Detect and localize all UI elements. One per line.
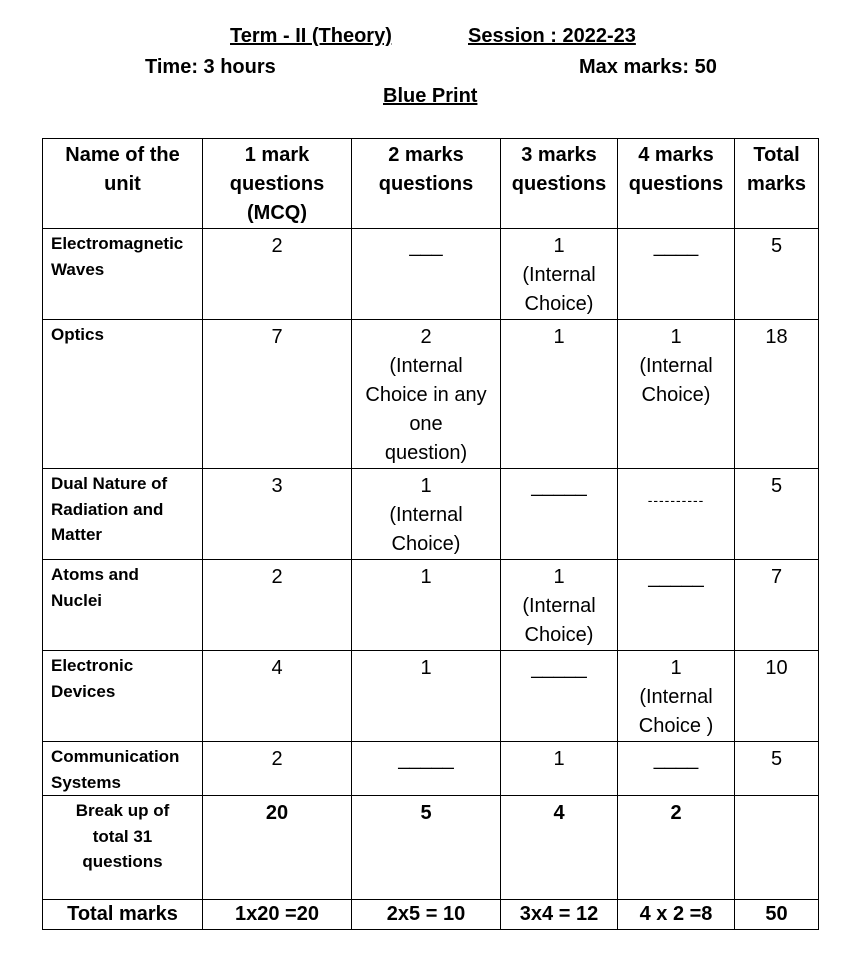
cell-line: (Internal: [522, 595, 596, 617]
unit-name-cell: [43, 320, 203, 469]
header-two-line: 2 marks: [388, 144, 464, 166]
total-marks-cell: [735, 742, 819, 796]
one-mark-cell: [203, 651, 352, 742]
unit-name-line: Waves: [51, 259, 105, 279]
cell-line: Choice): [641, 384, 711, 406]
cell-line: 1: [670, 326, 682, 348]
header-total-line: marks: [747, 173, 806, 195]
cell-value: 2: [271, 748, 283, 770]
cell-value: 5: [420, 802, 432, 824]
session-heading: Session : 2022-23: [468, 25, 636, 47]
cell-line: one: [409, 413, 443, 435]
header-one-line: (MCQ): [247, 202, 307, 224]
breakup-two-cell: [352, 796, 501, 900]
totals-label-cell: [43, 900, 203, 930]
cell-value: 2: [271, 235, 283, 257]
cell-line: Choice in any: [365, 384, 487, 406]
cell-line: (Internal: [639, 355, 713, 377]
four-marks-cell: [618, 742, 735, 796]
cell-value: ___: [409, 235, 443, 257]
unit-name-cell: [43, 469, 203, 560]
table-row: [43, 560, 819, 651]
three-marks-cell: [501, 651, 618, 742]
unit-name-line: Atoms and: [51, 565, 139, 584]
cell-value: 5: [770, 475, 783, 497]
total-marks-cell: [735, 320, 819, 469]
cell-value: ____: [653, 748, 699, 770]
two-marks-cell: [352, 469, 501, 560]
table-row: [43, 469, 819, 560]
header-total-marks: [735, 139, 819, 229]
cell-value: ----------: [647, 492, 705, 508]
cell-line: (Internal: [389, 355, 463, 377]
four-marks-cell: [618, 560, 735, 651]
three-marks-cell: [501, 469, 618, 560]
total-marks-cell: [735, 469, 819, 560]
cell-line: 1: [420, 657, 432, 679]
breakup-label-line: Break up of: [75, 801, 170, 820]
cell-value: _____: [531, 657, 587, 679]
breakup-label-cell: [43, 796, 203, 900]
cell-value: 7: [271, 326, 283, 348]
header-total-line: Total: [753, 144, 800, 166]
breakup-row: [43, 796, 819, 900]
totals-row: [43, 900, 819, 930]
table-row: [43, 320, 819, 469]
cell-line: Choice): [524, 293, 594, 315]
cell-value: 4: [271, 657, 283, 679]
cell-line: 1: [420, 475, 432, 497]
cell-line: question): [384, 442, 468, 464]
totals-four-cell: [618, 900, 735, 930]
cell-value: 50: [765, 903, 788, 925]
unit-name-cell: [43, 742, 203, 796]
three-marks-cell: [501, 742, 618, 796]
max-marks-label: Max marks: 50: [579, 56, 717, 78]
header-one-line: 1 mark: [244, 144, 310, 166]
one-mark-cell: [203, 320, 352, 469]
header-two-marks: [352, 139, 501, 229]
table-row: [43, 229, 819, 320]
header-row: [43, 139, 819, 229]
header-unit-line: unit: [104, 173, 141, 195]
one-mark-cell: [203, 469, 352, 560]
breakup-four-cell: [618, 796, 735, 900]
cell-value: ____: [653, 235, 699, 257]
cell-value: 2: [670, 802, 682, 824]
term-heading: Term - II (Theory): [230, 25, 392, 47]
cell-line: 1: [420, 566, 432, 588]
cell-value: _____: [531, 475, 587, 497]
cell-value: 2: [271, 566, 283, 588]
breakup-one-cell: [203, 796, 352, 900]
unit-name-line: Electronic: [51, 656, 134, 675]
header-one-mark: [203, 139, 352, 229]
totals-total-cell: [735, 900, 819, 930]
unit-name-line: Systems: [51, 772, 121, 792]
header-two-line: questions: [378, 173, 474, 195]
total-marks-cell: [735, 651, 819, 742]
two-marks-cell: [352, 651, 501, 742]
unit-name-line: Communication: [51, 747, 180, 766]
unit-name-line: Nuclei: [51, 590, 103, 610]
cell-line: (Internal: [522, 264, 596, 286]
cell-value: 2x5 = 10: [386, 903, 466, 925]
cell-value: Total marks: [67, 903, 178, 925]
totals-two-cell: [352, 900, 501, 930]
header-four-marks: [618, 139, 735, 229]
breakup-label-line: total 31: [92, 826, 153, 846]
unit-name-line: Devices: [51, 681, 116, 701]
totals-one-cell: [203, 900, 352, 930]
cell-line: (Internal: [389, 504, 463, 526]
unit-name-cell: [43, 229, 203, 320]
three-marks-cell: [501, 229, 618, 320]
cell-value: 4: [553, 802, 565, 824]
two-marks-cell: [352, 560, 501, 651]
four-marks-cell: [618, 651, 735, 742]
cell-value: _____: [648, 566, 704, 588]
cell-value: 4 x 2 =8: [639, 903, 713, 925]
cell-line: Choice): [391, 533, 461, 555]
cell-line: 1: [670, 657, 682, 679]
header-three-line: questions: [511, 173, 607, 195]
blue-print-title: Blue Print: [383, 85, 478, 107]
blue-print-table: [42, 138, 819, 930]
unit-name-line: Radiation and: [51, 499, 164, 519]
header-unit-line: Name of the: [65, 144, 180, 166]
cell-value: 5: [770, 235, 783, 257]
cell-line: 1: [553, 235, 565, 257]
three-marks-cell: [501, 320, 618, 469]
cell-line: 1: [553, 566, 565, 588]
header-three-line: 3 marks: [521, 144, 597, 166]
cell-line: 2: [420, 326, 432, 348]
unit-name-line: Dual Nature of: [51, 474, 168, 493]
cell-value: 20: [265, 802, 289, 824]
header-unit: [43, 139, 203, 229]
cell-value: 10: [765, 657, 788, 679]
cell-line: Choice): [524, 624, 594, 646]
one-mark-cell: [203, 560, 352, 651]
cell-line: 1: [553, 748, 565, 770]
cell-value: 3x4 = 12: [519, 903, 599, 925]
totals-three-cell: [501, 900, 618, 930]
four-marks-cell: [618, 320, 735, 469]
unit-name-cell: [43, 560, 203, 651]
cell-value: _____: [398, 748, 454, 770]
breakup-total-cell: [735, 796, 819, 900]
unit-name-line: Matter: [51, 525, 103, 544]
two-marks-cell: [352, 742, 501, 796]
unit-name-line: Electromagnetic: [51, 234, 184, 253]
cell-line: 1: [553, 326, 565, 348]
unit-name-line: Optics: [51, 325, 104, 344]
header-four-line: questions: [628, 173, 724, 195]
unit-name-cell: [43, 651, 203, 742]
header-four-line: 4 marks: [638, 144, 714, 166]
header-three-marks: [501, 139, 618, 229]
two-marks-cell: [352, 229, 501, 320]
one-mark-cell: [203, 742, 352, 796]
cell-value: 3: [271, 475, 283, 497]
table-row: [43, 742, 819, 796]
cell-value: 18: [765, 326, 788, 348]
one-mark-cell: [203, 229, 352, 320]
four-marks-cell: [618, 469, 735, 560]
cell-line: Choice ): [638, 715, 714, 737]
header-one-line: questions: [229, 173, 325, 195]
breakup-three-cell: [501, 796, 618, 900]
three-marks-cell: [501, 560, 618, 651]
cell-line: (Internal: [639, 686, 713, 708]
table-row: [43, 651, 819, 742]
four-marks-cell: [618, 229, 735, 320]
cell-value: 7: [770, 566, 783, 588]
time-label: Time: 3 hours: [145, 56, 276, 78]
total-marks-cell: [735, 560, 819, 651]
cell-value: 5: [770, 748, 783, 770]
total-marks-cell: [735, 229, 819, 320]
cell-value: 1x20 =20: [235, 903, 319, 925]
breakup-label-line: questions: [82, 852, 163, 871]
two-marks-cell: [352, 320, 501, 469]
